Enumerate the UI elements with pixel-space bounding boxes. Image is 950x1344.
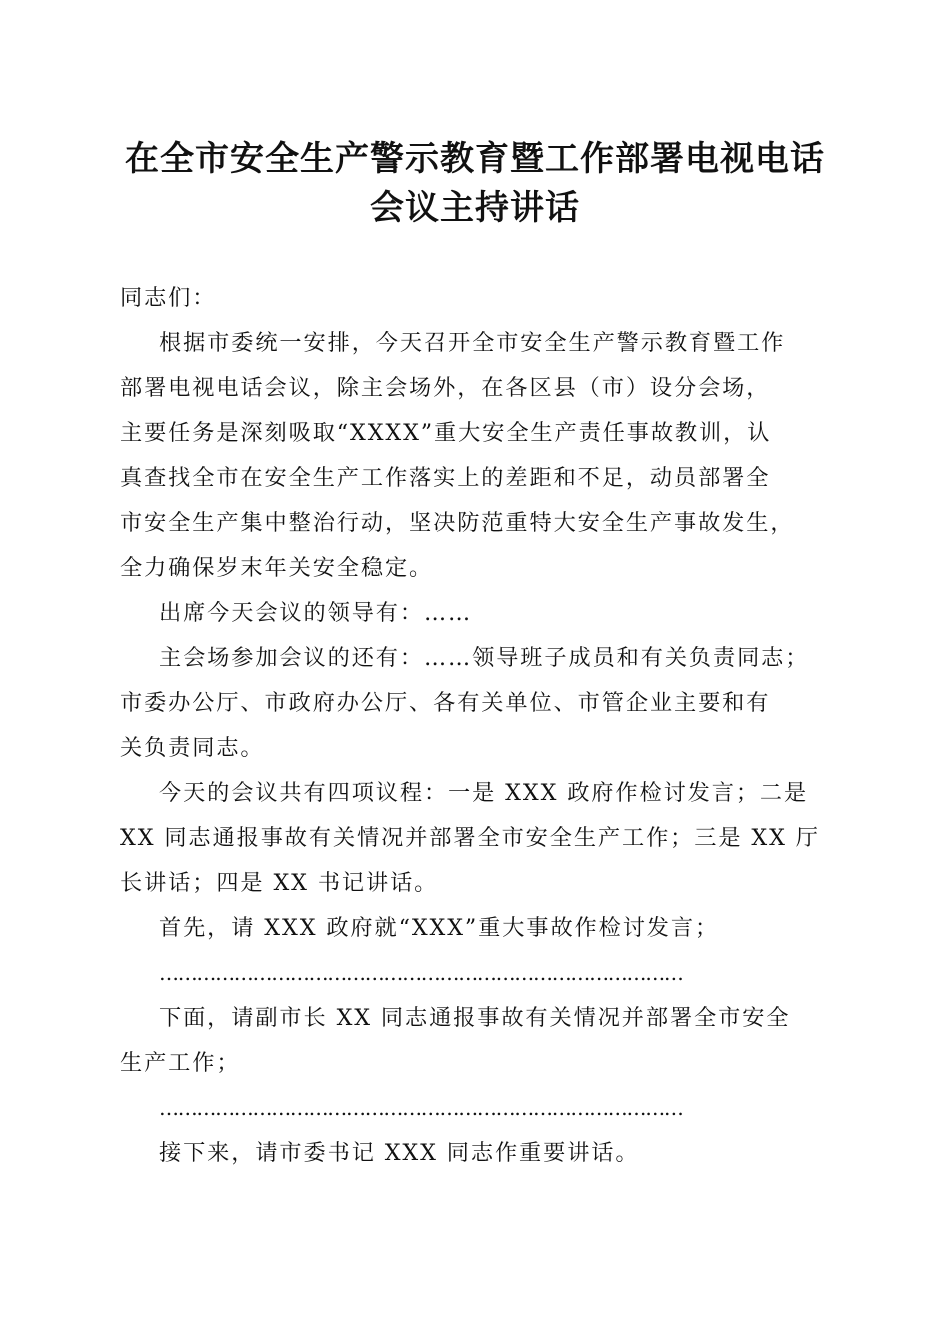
paragraph-3-line-3: 关负责同志。 <box>120 735 265 761</box>
paragraph-6-line-1: 下面，请副市长 XX 同志通报事故有关情况并部署全市安全 <box>159 1005 791 1031</box>
paragraph-7: 接下来，请市委书记 XXX 同志作重要讲话。 <box>159 1140 640 1166</box>
paragraph-1-line-6: 全力确保岁末年关安全稳定。 <box>120 555 434 581</box>
salutation: 同志们： <box>120 285 217 311</box>
paragraph-2: 出席今天会议的领导有：…… <box>159 600 473 626</box>
paragraph-6-line-2: 生产工作； <box>120 1050 241 1076</box>
document-title-line2: 会议主持讲话 <box>370 188 580 228</box>
paragraph-4-line-1: 今天的会议共有四项议程：一是 XXX 政府作检讨发言；二是 <box>159 780 809 806</box>
paragraph-4-line-2: XX 同志通报事故有关情况并部署全市安全生产工作；三是 XX 厅 <box>120 825 820 851</box>
paragraph-3-line-2: 市委办公厅、市政府办公厅、各有关单位、市管企业主要和有 <box>120 690 771 716</box>
paragraph-1-line-4: 真查找全市在安全生产工作落实上的差距和不足，动员部署全 <box>120 465 771 491</box>
ellipsis-line-1: ………………………………………………………………………… <box>159 961 683 985</box>
paragraph-1-line-3: 主要任务是深刻吸取“XXXX”重大安全生产责任事故教训，认 <box>120 420 772 446</box>
paragraph-5: 首先，请 XXX 政府就“XXX”重大事故作检讨发言； <box>159 915 720 941</box>
ellipsis-line-2: ………………………………………………………………………… <box>159 1096 683 1120</box>
paragraph-1-line-5: 市安全生产集中整治行动，坚决防范重特大安全生产事故发生， <box>120 510 795 536</box>
paragraph-1-line-2: 部署电视电话会议，除主会场外，在各区县（市）设分会场， <box>120 375 771 401</box>
paragraph-1-line-1: 根据市委统一安排，今天召开全市安全生产警示教育暨工作 <box>159 330 786 356</box>
document-title-line1: 在全市安全生产警示教育暨工作部署电视电话 <box>125 139 825 179</box>
paragraph-3-line-1: 主会场参加会议的还有：……领导班子成员和有关负责同志； <box>159 645 810 671</box>
paragraph-4-line-3: 长讲话；四是 XX 书记讲话。 <box>120 870 439 896</box>
document-body <box>120 276 835 1176</box>
